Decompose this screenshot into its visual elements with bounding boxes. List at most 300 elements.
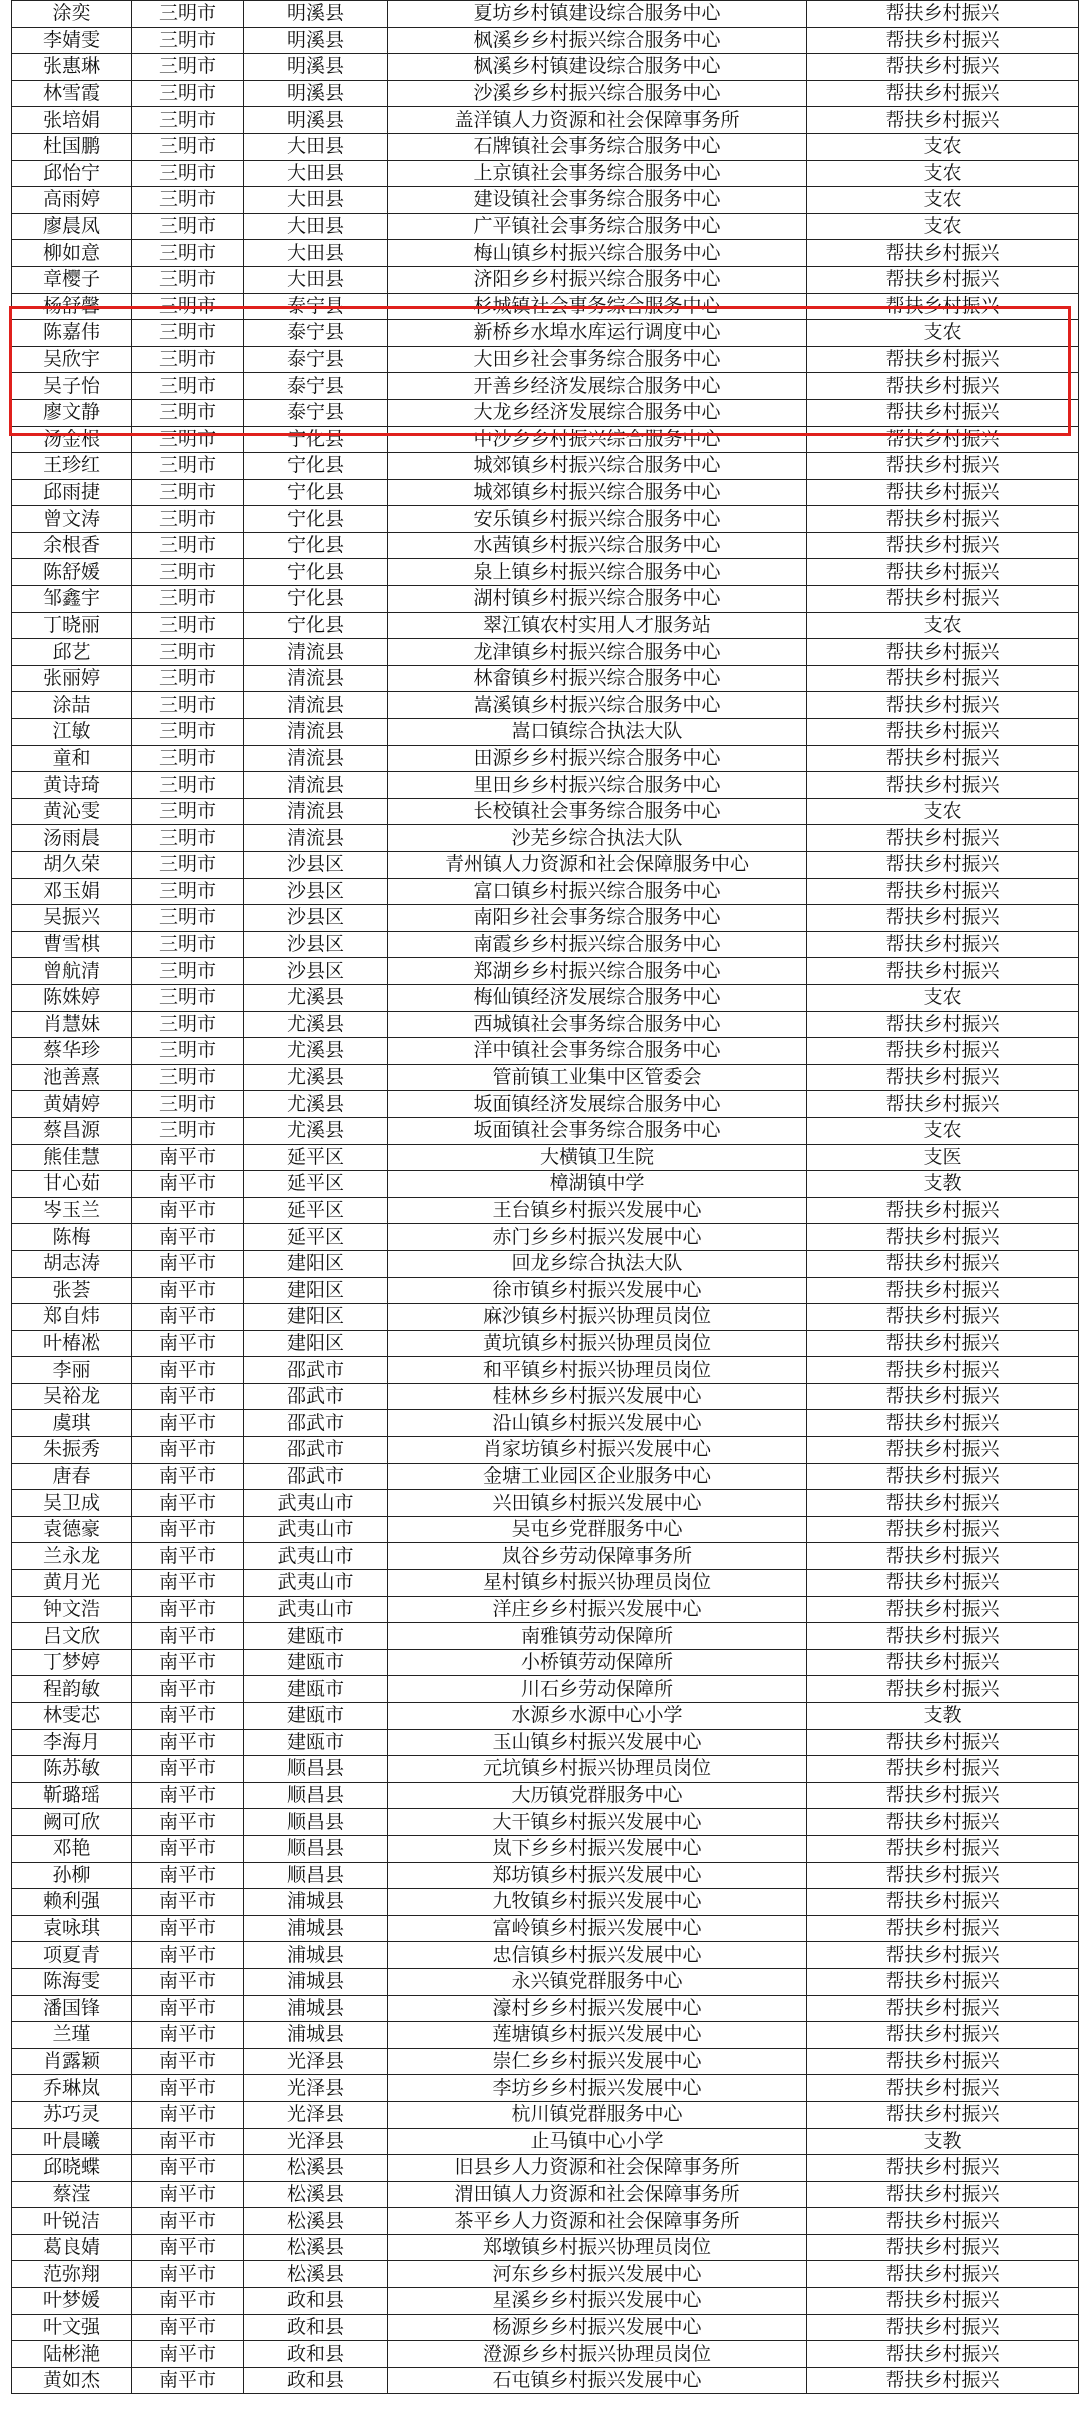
- name-cell: 胡久荣: [12, 852, 132, 879]
- unit-cell: 赤门乡乡村振兴发展中心: [388, 1224, 807, 1251]
- name-cell: 池善熹: [12, 1064, 132, 1091]
- category-cell: 帮扶乡村振兴: [807, 2075, 1079, 2102]
- unit-cell: 大历镇党群服务中心: [388, 1782, 807, 1809]
- city-cell: 南平市: [132, 2181, 244, 2208]
- name-cell: 叶文强: [12, 2314, 132, 2341]
- unit-cell: 濠村乡乡村振兴发展中心: [388, 1995, 807, 2022]
- name-cell: 胡志涛: [12, 1250, 132, 1277]
- category-cell: 支农: [807, 160, 1079, 187]
- city-cell: 南平市: [132, 1357, 244, 1384]
- name-cell: 柳如意: [12, 240, 132, 267]
- city-cell: 南平市: [132, 1915, 244, 1942]
- unit-cell: 忠信镇乡村振兴发展中心: [388, 1942, 807, 1969]
- unit-cell: 城郊镇乡村振兴综合服务中心: [388, 479, 807, 506]
- name-cell: 袁德豪: [12, 1516, 132, 1543]
- county-cell: 政和县: [244, 2314, 388, 2341]
- unit-cell: 梅仙镇经济发展综合服务中心: [388, 984, 807, 1011]
- unit-cell: 徐市镇乡村振兴发展中心: [388, 1277, 807, 1304]
- county-cell: 延平区: [244, 1197, 388, 1224]
- table-row: [12, 1968, 1079, 1995]
- table-row: [12, 2234, 1079, 2261]
- table-row: [12, 1383, 1079, 1410]
- category-cell: 帮扶乡村振兴: [807, 2022, 1079, 2049]
- city-cell: 三明市: [132, 639, 244, 666]
- unit-cell: 大横镇卫生院: [388, 1144, 807, 1171]
- unit-cell: 梅山镇乡村振兴综合服务中心: [388, 240, 807, 267]
- name-cell: 葛良婧: [12, 2234, 132, 2261]
- unit-cell: 大龙乡经济发展综合服务中心: [388, 399, 807, 426]
- table-row: [12, 852, 1079, 879]
- table-row: [12, 107, 1079, 134]
- category-cell: 帮扶乡村振兴: [807, 745, 1079, 772]
- name-cell: 曾文涛: [12, 506, 132, 533]
- category-cell: 帮扶乡村振兴: [807, 2288, 1079, 2315]
- table-row: [12, 825, 1079, 852]
- category-cell: 帮扶乡村振兴: [807, 1570, 1079, 1597]
- table-row: [12, 213, 1079, 240]
- unit-cell: 石屯镇乡村振兴发展中心: [388, 2367, 807, 2394]
- category-cell: 帮扶乡村振兴: [807, 1782, 1079, 1809]
- city-cell: 南平市: [132, 2128, 244, 2155]
- category-cell: 帮扶乡村振兴: [807, 1410, 1079, 1437]
- unit-cell: 渭田镇人力资源和社会保障事务所: [388, 2181, 807, 2208]
- county-cell: 清流县: [244, 798, 388, 825]
- city-cell: 南平市: [132, 1729, 244, 1756]
- name-cell: 林雯芯: [12, 1703, 132, 1730]
- unit-cell: 郑湖乡乡村振兴综合服务中心: [388, 958, 807, 985]
- category-cell: 帮扶乡村振兴: [807, 559, 1079, 586]
- name-cell: 袁咏琪: [12, 1915, 132, 1942]
- unit-cell: 管前镇工业集中区管委会: [388, 1064, 807, 1091]
- county-cell: 尤溪县: [244, 1117, 388, 1144]
- category-cell: 帮扶乡村振兴: [807, 586, 1079, 613]
- table-row: [12, 1570, 1079, 1597]
- category-cell: 帮扶乡村振兴: [807, 1463, 1079, 1490]
- table-row: [12, 1676, 1079, 1703]
- unit-cell: 嵩口镇综合执法大队: [388, 719, 807, 746]
- category-cell: 帮扶乡村振兴: [807, 1490, 1079, 1517]
- table-row: [12, 772, 1079, 799]
- category-cell: 帮扶乡村振兴: [807, 2367, 1079, 2394]
- county-cell: 泰宁县: [244, 346, 388, 373]
- table-row: [12, 2261, 1079, 2288]
- county-cell: 宁化县: [244, 506, 388, 533]
- city-cell: 南平市: [132, 1995, 244, 2022]
- city-cell: 南平市: [132, 1543, 244, 1570]
- city-cell: 三明市: [132, 958, 244, 985]
- table-row: [12, 958, 1079, 985]
- city-cell: 南平市: [132, 1862, 244, 1889]
- city-cell: 三明市: [132, 1091, 244, 1118]
- city-cell: 南平市: [132, 2075, 244, 2102]
- name-cell: 陈苏敏: [12, 1756, 132, 1783]
- table-row: [12, 984, 1079, 1011]
- table-row: [12, 1144, 1079, 1171]
- city-cell: 三明市: [132, 745, 244, 772]
- county-cell: 光泽县: [244, 2075, 388, 2102]
- category-cell: 支农: [807, 320, 1079, 347]
- category-cell: 帮扶乡村振兴: [807, 27, 1079, 54]
- unit-cell: 济阳乡乡村振兴综合服务中心: [388, 266, 807, 293]
- city-cell: 南平市: [132, 1782, 244, 1809]
- name-cell: 陈姝婷: [12, 984, 132, 1011]
- city-cell: 南平市: [132, 2155, 244, 2182]
- category-cell: 帮扶乡村振兴: [807, 825, 1079, 852]
- table-row: [12, 2314, 1079, 2341]
- category-cell: 帮扶乡村振兴: [807, 2155, 1079, 2182]
- table-row: [12, 1277, 1079, 1304]
- county-cell: 大田县: [244, 160, 388, 187]
- county-cell: 浦城县: [244, 1995, 388, 2022]
- county-cell: 清流县: [244, 772, 388, 799]
- unit-cell: 安乐镇乡村振兴综合服务中心: [388, 506, 807, 533]
- unit-cell: 郑坊镇乡村振兴发展中心: [388, 1862, 807, 1889]
- unit-cell: 岚下乡乡村振兴发展中心: [388, 1835, 807, 1862]
- table-row: [12, 905, 1079, 932]
- county-cell: 宁化县: [244, 453, 388, 480]
- unit-cell: 新桥乡水埠水库运行调度中心: [388, 320, 807, 347]
- table-row: [12, 1756, 1079, 1783]
- county-cell: 延平区: [244, 1171, 388, 1198]
- category-cell: 支医: [807, 1144, 1079, 1171]
- unit-cell: 川石乡劳动保障所: [388, 1676, 807, 1703]
- name-cell: 章樱子: [12, 266, 132, 293]
- county-cell: 政和县: [244, 2367, 388, 2394]
- county-cell: 明溪县: [244, 54, 388, 81]
- name-cell: 陈海雯: [12, 1968, 132, 1995]
- city-cell: 三明市: [132, 54, 244, 81]
- category-cell: 帮扶乡村振兴: [807, 772, 1079, 799]
- category-cell: 帮扶乡村振兴: [807, 1915, 1079, 1942]
- name-cell: 林雪霞: [12, 80, 132, 107]
- city-cell: 三明市: [132, 1011, 244, 1038]
- city-cell: 三明市: [132, 426, 244, 453]
- city-cell: 三明市: [132, 1038, 244, 1065]
- county-cell: 政和县: [244, 2288, 388, 2315]
- unit-cell: 沿山镇乡村振兴发展中心: [388, 1410, 807, 1437]
- unit-cell: 杭川镇党群服务中心: [388, 2101, 807, 2128]
- county-cell: 松溪县: [244, 2181, 388, 2208]
- county-cell: 清流县: [244, 639, 388, 666]
- category-cell: 帮扶乡村振兴: [807, 1862, 1079, 1889]
- city-cell: 三明市: [132, 187, 244, 214]
- table-row: [12, 1463, 1079, 1490]
- city-cell: 三明市: [132, 825, 244, 852]
- category-cell: 帮扶乡村振兴: [807, 266, 1079, 293]
- county-cell: 浦城县: [244, 2022, 388, 2049]
- category-cell: 帮扶乡村振兴: [807, 1756, 1079, 1783]
- category-cell: 帮扶乡村振兴: [807, 1277, 1079, 1304]
- unit-cell: 里田乡乡村振兴综合服务中心: [388, 772, 807, 799]
- name-cell: 郑自炜: [12, 1304, 132, 1331]
- unit-cell: 止马镇中心小学: [388, 2128, 807, 2155]
- name-cell: 蔡华珍: [12, 1038, 132, 1065]
- county-cell: 浦城县: [244, 1968, 388, 1995]
- city-cell: 三明市: [132, 346, 244, 373]
- table-row: [12, 1011, 1079, 1038]
- unit-cell: 莲塘镇乡村振兴发展中心: [388, 2022, 807, 2049]
- table-row: [12, 479, 1079, 506]
- city-cell: 三明市: [132, 213, 244, 240]
- category-cell: 帮扶乡村振兴: [807, 1011, 1079, 1038]
- unit-cell: 麻沙镇乡村振兴协理员岗位: [388, 1304, 807, 1331]
- category-cell: 帮扶乡村振兴: [807, 1543, 1079, 1570]
- category-cell: 帮扶乡村振兴: [807, 1835, 1079, 1862]
- county-cell: 浦城县: [244, 1889, 388, 1916]
- name-cell: 杨舒馨: [12, 293, 132, 320]
- name-cell: 邱怡宁: [12, 160, 132, 187]
- unit-cell: 星村镇乡村振兴协理员岗位: [388, 1570, 807, 1597]
- unit-cell: 龙津镇乡村振兴综合服务中心: [388, 639, 807, 666]
- table-row: [12, 27, 1079, 54]
- county-cell: 顺昌县: [244, 1862, 388, 1889]
- city-cell: 三明市: [132, 160, 244, 187]
- table-row: [12, 665, 1079, 692]
- category-cell: 帮扶乡村振兴: [807, 1809, 1079, 1836]
- city-cell: 南平市: [132, 1144, 244, 1171]
- county-cell: 松溪县: [244, 2234, 388, 2261]
- city-cell: 三明市: [132, 692, 244, 719]
- unit-cell: 澄源乡乡村振兴协理员岗位: [388, 2341, 807, 2368]
- roster-table-body: [12, 1, 1079, 2394]
- table-row: [12, 2101, 1079, 2128]
- city-cell: 南平市: [132, 2022, 244, 2049]
- category-cell: 帮扶乡村振兴: [807, 665, 1079, 692]
- county-cell: 建瓯市: [244, 1676, 388, 1703]
- roster-table: [11, 0, 1079, 2394]
- table-row: [12, 240, 1079, 267]
- county-cell: 浦城县: [244, 1942, 388, 1969]
- city-cell: 南平市: [132, 1676, 244, 1703]
- category-cell: 帮扶乡村振兴: [807, 107, 1079, 134]
- city-cell: 南平市: [132, 1197, 244, 1224]
- county-cell: 明溪县: [244, 1, 388, 28]
- unit-cell: 肖家坊镇乡村振兴发展中心: [388, 1437, 807, 1464]
- county-cell: 大田县: [244, 266, 388, 293]
- name-cell: 黄诗琦: [12, 772, 132, 799]
- name-cell: 蔡昌源: [12, 1117, 132, 1144]
- table-row: [12, 1437, 1079, 1464]
- name-cell: 黄月光: [12, 1570, 132, 1597]
- county-cell: 清流县: [244, 719, 388, 746]
- category-cell: 帮扶乡村振兴: [807, 1, 1079, 28]
- county-cell: 尤溪县: [244, 984, 388, 1011]
- name-cell: 邱艺: [12, 639, 132, 666]
- county-cell: 尤溪县: [244, 1091, 388, 1118]
- name-cell: 吴欣宇: [12, 346, 132, 373]
- category-cell: 帮扶乡村振兴: [807, 1197, 1079, 1224]
- table-row: [12, 2155, 1079, 2182]
- county-cell: 明溪县: [244, 27, 388, 54]
- name-cell: 吴裕龙: [12, 1383, 132, 1410]
- county-cell: 顺昌县: [244, 1835, 388, 1862]
- table-row: [12, 798, 1079, 825]
- city-cell: 南平市: [132, 1623, 244, 1650]
- city-cell: 南平市: [132, 1277, 244, 1304]
- category-cell: 帮扶乡村振兴: [807, 1224, 1079, 1251]
- name-cell: 张丽婷: [12, 665, 132, 692]
- city-cell: 三明市: [132, 559, 244, 586]
- table-row: [12, 1171, 1079, 1198]
- name-cell: 潘国锋: [12, 1995, 132, 2022]
- city-cell: 南平市: [132, 1889, 244, 1916]
- unit-cell: 湖村镇乡村振兴综合服务中心: [388, 586, 807, 613]
- unit-cell: 小桥镇劳动保障所: [388, 1649, 807, 1676]
- city-cell: 南平市: [132, 2048, 244, 2075]
- name-cell: 廖晨凤: [12, 213, 132, 240]
- city-cell: 三明市: [132, 1, 244, 28]
- city-cell: 三明市: [132, 719, 244, 746]
- category-cell: 帮扶乡村振兴: [807, 1889, 1079, 1916]
- county-cell: 清流县: [244, 745, 388, 772]
- table-row: [12, 1038, 1079, 1065]
- county-cell: 邵武市: [244, 1463, 388, 1490]
- name-cell: 廖文静: [12, 399, 132, 426]
- table-row: [12, 266, 1079, 293]
- category-cell: 帮扶乡村振兴: [807, 1729, 1079, 1756]
- category-cell: 帮扶乡村振兴: [807, 479, 1079, 506]
- name-cell: 肖露颖: [12, 2048, 132, 2075]
- table-row: [12, 293, 1079, 320]
- category-cell: 帮扶乡村振兴: [807, 931, 1079, 958]
- name-cell: 汤金根: [12, 426, 132, 453]
- table-row: [12, 1729, 1079, 1756]
- table-row: [12, 1543, 1079, 1570]
- city-cell: 南平市: [132, 1756, 244, 1783]
- city-cell: 三明市: [132, 1064, 244, 1091]
- table-row: [12, 453, 1079, 480]
- city-cell: 南平市: [132, 2341, 244, 2368]
- county-cell: 建瓯市: [244, 1703, 388, 1730]
- county-cell: 沙县区: [244, 958, 388, 985]
- county-cell: 沙县区: [244, 931, 388, 958]
- table-row: [12, 1, 1079, 28]
- county-cell: 顺昌县: [244, 1756, 388, 1783]
- county-cell: 泰宁县: [244, 293, 388, 320]
- county-cell: 宁化县: [244, 426, 388, 453]
- name-cell: 邓艳: [12, 1835, 132, 1862]
- table-row: [12, 1410, 1079, 1437]
- unit-cell: 桂林乡乡村振兴发展中心: [388, 1383, 807, 1410]
- name-cell: 蔡滢: [12, 2181, 132, 2208]
- unit-cell: 崇仁乡乡村振兴发展中心: [388, 2048, 807, 2075]
- city-cell: 南平市: [132, 1516, 244, 1543]
- name-cell: 唐春: [12, 1463, 132, 1490]
- name-cell: 朱振秀: [12, 1437, 132, 1464]
- category-cell: 帮扶乡村振兴: [807, 905, 1079, 932]
- name-cell: 苏巧灵: [12, 2101, 132, 2128]
- name-cell: 曾航清: [12, 958, 132, 985]
- category-cell: 帮扶乡村振兴: [807, 2314, 1079, 2341]
- city-cell: 三明市: [132, 905, 244, 932]
- table-row: [12, 1117, 1079, 1144]
- unit-cell: 黄坑镇乡村振兴协理员岗位: [388, 1330, 807, 1357]
- name-cell: 李丽: [12, 1357, 132, 1384]
- county-cell: 明溪县: [244, 107, 388, 134]
- name-cell: 叶锐洁: [12, 2208, 132, 2235]
- county-cell: 建瓯市: [244, 1649, 388, 1676]
- city-cell: 三明市: [132, 399, 244, 426]
- table-row: [12, 320, 1079, 347]
- table-row: [12, 1995, 1079, 2022]
- county-cell: 光泽县: [244, 2048, 388, 2075]
- category-cell: 帮扶乡村振兴: [807, 1250, 1079, 1277]
- table-row: [12, 1064, 1079, 1091]
- category-cell: 帮扶乡村振兴: [807, 958, 1079, 985]
- name-cell: 童和: [12, 745, 132, 772]
- category-cell: 支农: [807, 187, 1079, 214]
- category-cell: 帮扶乡村振兴: [807, 2181, 1079, 2208]
- unit-cell: 林畲镇乡村振兴综合服务中心: [388, 665, 807, 692]
- unit-cell: 泉上镇乡村振兴综合服务中心: [388, 559, 807, 586]
- name-cell: 黄婧婷: [12, 1091, 132, 1118]
- category-cell: 支农: [807, 1117, 1079, 1144]
- category-cell: 帮扶乡村振兴: [807, 692, 1079, 719]
- table-row: [12, 1915, 1079, 1942]
- county-cell: 松溪县: [244, 2208, 388, 2235]
- city-cell: 南平市: [132, 1250, 244, 1277]
- county-cell: 建阳区: [244, 1330, 388, 1357]
- unit-cell: 杉城镇社会事务综合服务中心: [388, 293, 807, 320]
- name-cell: 高雨婷: [12, 187, 132, 214]
- name-cell: 黄沁雯: [12, 798, 132, 825]
- category-cell: 帮扶乡村振兴: [807, 506, 1079, 533]
- county-cell: 邵武市: [244, 1357, 388, 1384]
- city-cell: 三明市: [132, 453, 244, 480]
- category-cell: 帮扶乡村振兴: [807, 2048, 1079, 2075]
- city-cell: 三明市: [132, 665, 244, 692]
- county-cell: 松溪县: [244, 2155, 388, 2182]
- category-cell: 帮扶乡村振兴: [807, 1330, 1079, 1357]
- county-cell: 光泽县: [244, 2128, 388, 2155]
- city-cell: 三明市: [132, 586, 244, 613]
- city-cell: 三明市: [132, 479, 244, 506]
- county-cell: 大田县: [244, 213, 388, 240]
- table-row: [12, 399, 1079, 426]
- county-cell: 光泽县: [244, 2101, 388, 2128]
- category-cell: 帮扶乡村振兴: [807, 453, 1079, 480]
- county-cell: 武夷山市: [244, 1543, 388, 1570]
- county-cell: 宁化县: [244, 479, 388, 506]
- county-cell: 建阳区: [244, 1250, 388, 1277]
- county-cell: 武夷山市: [244, 1490, 388, 1517]
- county-cell: 清流县: [244, 692, 388, 719]
- table-row: [12, 1862, 1079, 1889]
- name-cell: 钟文浩: [12, 1596, 132, 1623]
- category-cell: 帮扶乡村振兴: [807, 1091, 1079, 1118]
- table-row: [12, 426, 1079, 453]
- name-cell: 陈舒媛: [12, 559, 132, 586]
- name-cell: 余根香: [12, 532, 132, 559]
- table-row: [12, 1516, 1079, 1543]
- table-row: [12, 160, 1079, 187]
- name-cell: 甘心茹: [12, 1171, 132, 1198]
- county-cell: 松溪县: [244, 2261, 388, 2288]
- unit-cell: 兴田镇乡村振兴发展中心: [388, 1490, 807, 1517]
- category-cell: 帮扶乡村振兴: [807, 1038, 1079, 1065]
- unit-cell: 富口镇乡村振兴综合服务中心: [388, 878, 807, 905]
- unit-cell: 吴屯乡党群服务中心: [388, 1516, 807, 1543]
- name-cell: 曹雪棋: [12, 931, 132, 958]
- unit-cell: 玉山镇乡村振兴发展中心: [388, 1729, 807, 1756]
- category-cell: 帮扶乡村振兴: [807, 719, 1079, 746]
- table-row: [12, 2181, 1079, 2208]
- unit-cell: 旧县乡人力资源和社会保障事务所: [388, 2155, 807, 2182]
- category-cell: 帮扶乡村振兴: [807, 2208, 1079, 2235]
- name-cell: 李海月: [12, 1729, 132, 1756]
- city-cell: 三明市: [132, 320, 244, 347]
- name-cell: 吴振兴: [12, 905, 132, 932]
